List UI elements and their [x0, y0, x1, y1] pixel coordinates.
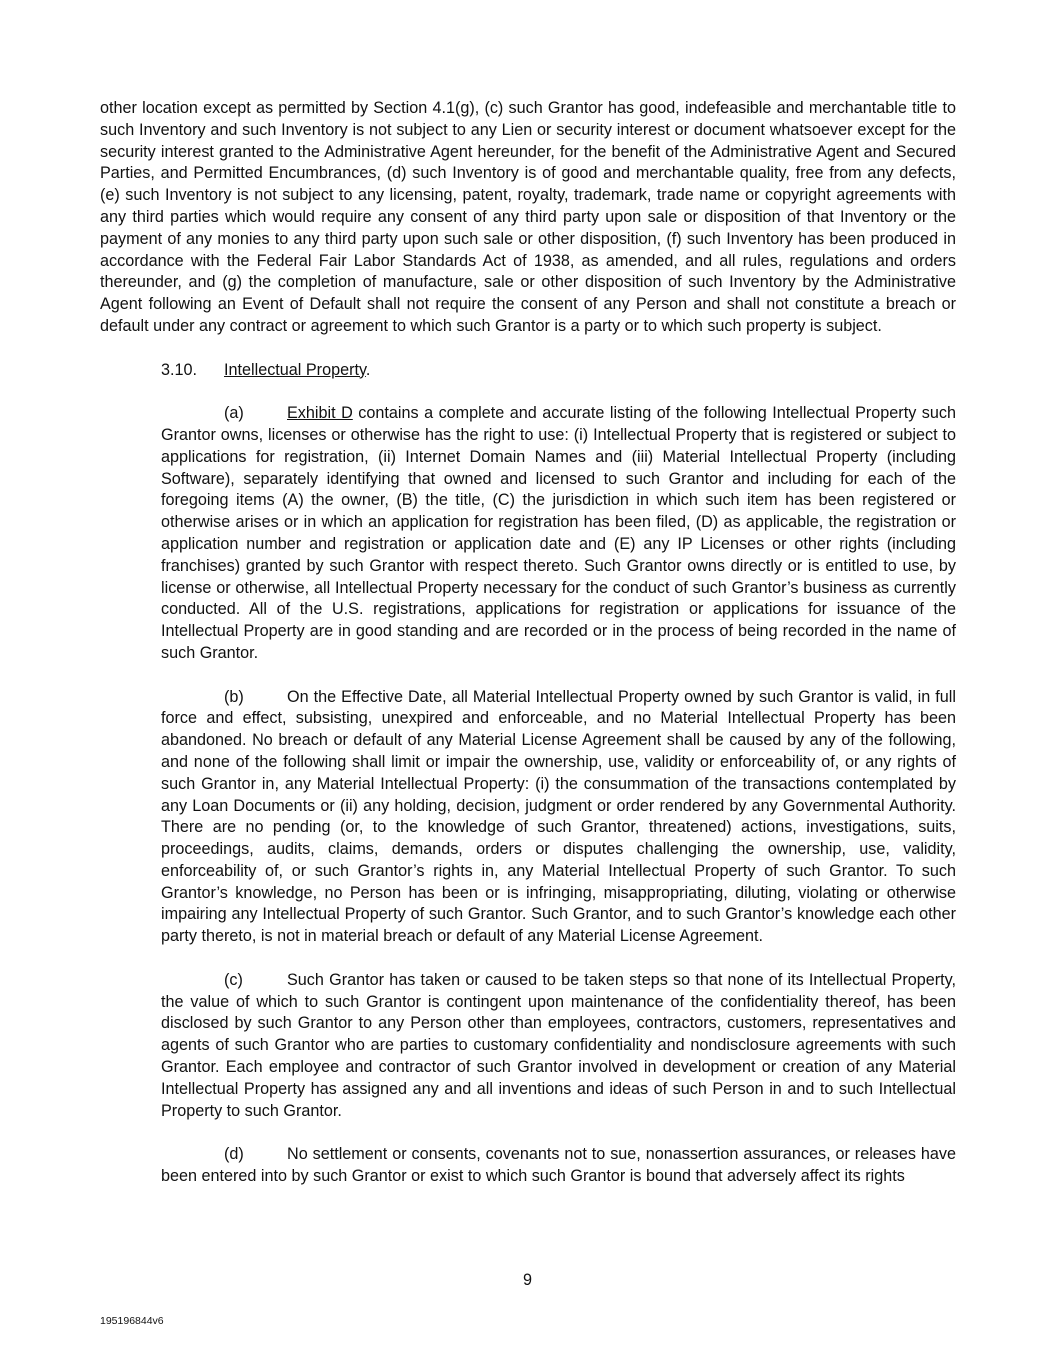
subsection-d [161, 1144, 956, 1188]
exhibit-reference: Exhibit D [287, 404, 353, 423]
subsection-text: contains a complete and accurate listing of the following Intellectual Property such Grantor owns, licenses or otherwise has the right to use: (i) Intellectual Property that is registered or subject to applications for registration, (ii) Internet Domain Names and (iii) Material Intellectual Property (including Software), separately identifying that owned and licensed to such Grantor and including for each of the foregoing items (A) the owner, (B) the title, (C) the jurisdiction in which such item has been registered or otherwise arises or in which an application for registration has been filed, (D) as applicable, the registration or application number and registration or application date and (E) any IP Licenses or other rights (including franchises) granted by such Grantor with respect thereto. Such Grantor owns directly or is entitled to use, by license or otherwise, all Intellectual Property necessary for the conduct of such Grantor’s business as currently conducted. All of the U.S. registrations, applications for registration or applications for issuance of the Intellectual Property are in good standing and are recorded or in the process of being recorded in the name of such Grantor. [161, 404, 956, 662]
subsection-a [161, 403, 956, 665]
subsection-marker: (b) [224, 687, 244, 706]
subsection-text: No settlement or consents, covenants not to sue, nonassertion assurances, or releases have been entered into by such Grantor or exist to which such Grantor is bound that adversely affect its rights [161, 1145, 956, 1186]
document-id: 195196844v6 [100, 1315, 164, 1327]
subsection-marker: (d) [224, 1145, 244, 1164]
intro-paragraph: other location except as permitted by Section 4.1(g), (c) such Grantor has good, indefeasible and merchantable title to such Inventory and such Inventory is not subject to any Lien or security interest or document whatsoever except for the security interest granted to the Administrative Agent hereunder, for the benefit of the Administrative Agent and Secured Parties, and Permitted Encumbrances, (d) such Inventory is of good and merchantable quality, free from any defects, (e) such Inventory is not subject to any licensing, patent, royalty, trademark, trade name or copyright agreements with any third parties which would require any consent of any third party upon sale or disposition of that Inventory or the payment of any monies to any third party upon such sale or other disposition, (f) such Inventory has been produced in accordance with the Federal Fair Labor Standards Act of 1938, as amended, and all rules, regulations and orders thereunder, and (g) the completion of manufacture, sale or other disposition of such Inventory by the Administrative Agent following an Event of Default shall not require the consent of any Person and shall not constitute a breach or default under any contract or agreement to which such Grantor is a party or to which such property is subject. [100, 99, 956, 335]
subsection-text: On the Effective Date, all Material Intellectual Property owned by such Grantor is valid, in full force and effect, subsisting, unexpired and enforceable, and no Material Intellectual Property has been abandoned. No breach or default of any Material License Agreement shall be caused by any of the following, and none of the following shall limit or impair the ownership, use, validity or enforceability of, or any rights of such Grantor in, any Material Intellectual Property: (i) the consummation of the transactions contemplated by any Loan Documents or (ii) any holding, decision, judgment or order rendered by any Governmental Authority. There are no pending (or, to the knowledge of such Grantor, threatened) actions, investigations, suits, proceedings, audits, claims, demands, orders or disputes challenging the ownership, use, validity, enforceability of, or such Grantor’s rights in, any Material Intellectual Property of such Grantor. To such Grantor’s knowledge, no Person has been or is infringing, misappropriating, diluting, violating or otherwise impairing any Intellectual Property of such Grantor. Such Grantor, and to such Grantor’s knowledge each other party thereto, is not in material breach or default of any Material License Agreement. [161, 687, 956, 946]
section-number: 3.10. [161, 360, 198, 379]
subsection-marker: (c) [224, 970, 243, 989]
subsection-c [161, 970, 956, 1123]
section-title-suffix: . [365, 360, 371, 379]
subsection-text: Such Grantor has taken or caused to be taken steps so that none of its Intellectual Property, the value of which to such Grantor is contingent upon maintenance of the confidentiality thereof, has been disclosed by such Grantor to any Person other than employees, contractors, customers, representatives and agents of such Grantor who are parties to customary confidentiality and nondisclosure agreements with such Grantor. Each employee and contractor of such Grantor involved in development or creation of any Material Intellectual Property has assigned any and all inventions and ideas of such Person in and to such Intellectual Property to such Grantor. [161, 970, 956, 1120]
section-title: Intellectual Property [224, 360, 366, 379]
subsection-b [161, 687, 956, 949]
page-number: 9 [522, 1271, 532, 1289]
subsection-marker: (a) [224, 404, 244, 423]
section-heading [100, 360, 956, 382]
document-body [100, 98, 956, 1188]
